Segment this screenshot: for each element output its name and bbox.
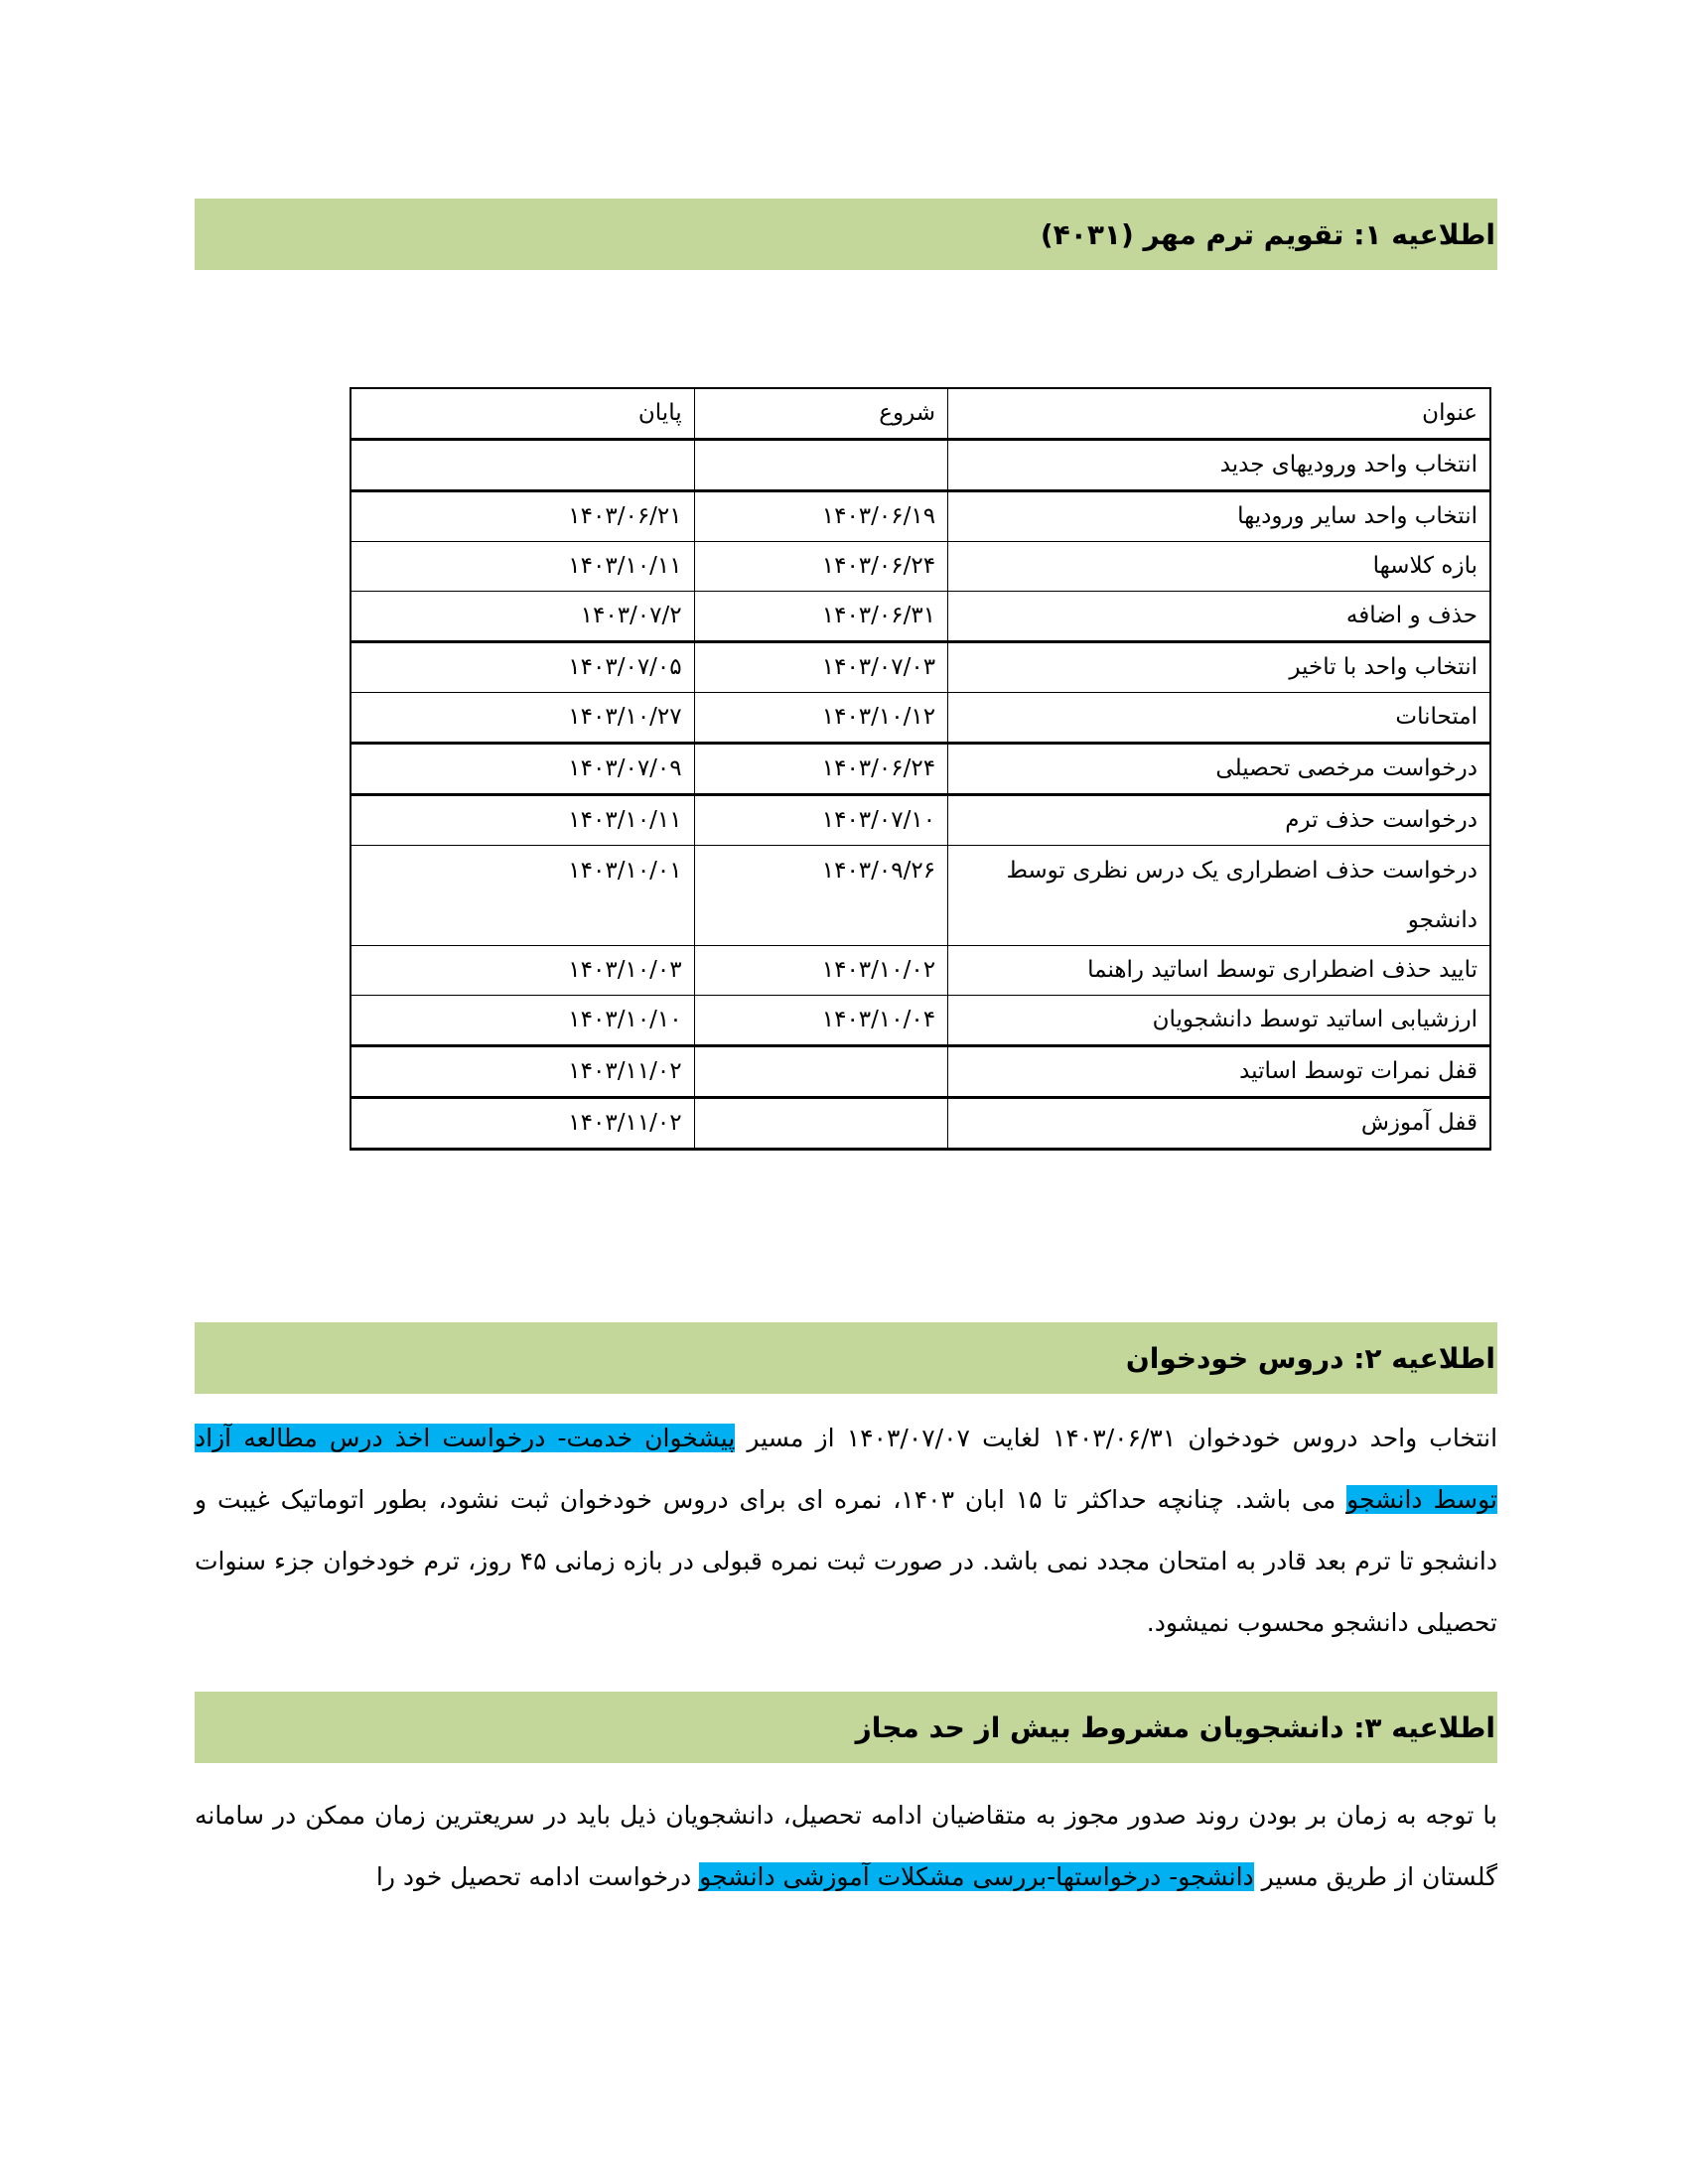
table-row xyxy=(351,542,1490,592)
table-row xyxy=(351,592,1490,642)
header-title: عنوان xyxy=(948,388,1490,440)
notice-2-path-highlight: پیشخوان خدمت- درخواست اخذ درس مطالعه آزاد توسط دانشجو xyxy=(195,1424,1498,1514)
row-title: ارزشیابی اساتید توسط دانشجویان xyxy=(948,996,1490,1046)
row-start xyxy=(694,1046,947,1098)
notice-3-path-highlight: دانشجو- درخواستها-بررسی مشکلات آموزشی دانشجو xyxy=(699,1862,1254,1891)
table-row xyxy=(351,795,1490,846)
table-row xyxy=(351,642,1490,693)
row-start: ۱۴۰۳/۰۶/۲۴ xyxy=(694,744,947,795)
row-end: ۱۴۰۳/۱۰/۲۷ xyxy=(351,693,694,744)
row-end: ۱۴۰۳/۱۰/۱۰ xyxy=(351,996,694,1046)
row-end: ۱۴۰۳/۱۰/۱۱ xyxy=(351,795,694,846)
table-header-row xyxy=(351,388,1490,440)
row-end: ۱۴۰۳/۰۷/۰۵ xyxy=(351,642,694,693)
row-title: امتحانات xyxy=(948,693,1490,744)
row-start: ۱۴۰۳/۰۷/۱۰ xyxy=(694,795,947,846)
notice-2-heading: اطلاعیه ۲: دروس خودخوان xyxy=(1125,1341,1495,1375)
table-row xyxy=(351,946,1490,996)
row-start: ۱۴۰۳/۰۹/۲۶ xyxy=(694,846,947,946)
row-title: درخواست حذف ترم xyxy=(948,795,1490,846)
semester-calendar-table xyxy=(350,387,1491,1151)
row-title: قفل آموزش xyxy=(948,1098,1490,1150)
row-start xyxy=(694,440,947,491)
header-end: پایان xyxy=(351,388,694,440)
notice-3-body xyxy=(195,1785,1497,1908)
notice-1-heading-bar xyxy=(195,199,1497,270)
row-end: ۱۴۰۳/۰۷/۰۹ xyxy=(351,744,694,795)
notice-3-text-before: با توجه به زمان بر بودن روند صدور مجوز به متقاضیان ادامه تحصیل، دانشجویان ذیل باید در سریعترین زمان ممکن در سامانه گلستان از طریق مسیر xyxy=(195,1801,1497,1891)
table-row xyxy=(351,440,1490,491)
row-end: ۱۴۰۳/۰۷/۲ xyxy=(351,592,694,642)
row-start: ۱۴۰۳/۱۰/۰۴ xyxy=(694,996,947,1046)
row-start: ۱۴۰۳/۰۶/۳۱ xyxy=(694,592,947,642)
row-title: حذف و اضافه xyxy=(948,592,1490,642)
notice-2-heading-bar xyxy=(195,1322,1497,1394)
notice-1-heading: اطلاعیه ۱: تقویم ترم مهر (۴۰۳۱) xyxy=(1040,217,1495,251)
notice-2-text-before: انتخاب واحد دروس خودخوان ۱۴۰۳/۰۶/۳۱ لغایت ۱۴۰۳/۰۷/۰۷ از مسیر xyxy=(735,1424,1498,1452)
table-row xyxy=(351,491,1490,542)
table-row xyxy=(351,996,1490,1046)
row-title: انتخاب واحد ورودیهای جدید xyxy=(948,440,1490,491)
notice-3-heading-bar xyxy=(195,1692,1497,1763)
notice-2-text-after: می باشد. چنانچه حداکثر تا ۱۵ ابان ۱۴۰۳، نمره ای برای دروس خودخوان ثبت نشود، بطور اتوماتیک غیبت و دانشجو تا ترم بعد قادر به امتحان مجدد نمی باشد. در صورت ثبت نمره قبولی در بازه زمانی ۴۵ روز، ترم خودخوان جزء سنوات تحصیلی دانشجو محسوب نمیشود. xyxy=(195,1485,1497,1637)
row-title: بازه کلاسها xyxy=(948,542,1490,592)
table-row xyxy=(351,846,1490,946)
row-title: انتخاب واحد با تاخیر xyxy=(948,642,1490,693)
table-row xyxy=(351,1098,1490,1150)
row-start: ۱۴۰۳/۱۰/۰۲ xyxy=(694,946,947,996)
notice-3-text-after: درخواست ادامه تحصیل خود را xyxy=(375,1862,700,1891)
row-title: قفل نمرات توسط اساتید xyxy=(948,1046,1490,1098)
row-end: ۱۴۰۳/۱۰/۱۱ xyxy=(351,542,694,592)
row-end xyxy=(351,440,694,491)
row-start: ۱۴۰۳/۰۶/۲۴ xyxy=(694,542,947,592)
row-start xyxy=(694,1098,947,1150)
row-start: ۱۴۰۳/۰۷/۰۳ xyxy=(694,642,947,693)
header-start: شروع xyxy=(694,388,947,440)
row-start: ۱۴۰۳/۱۰/۱۲ xyxy=(694,693,947,744)
document-page xyxy=(195,0,1497,2184)
row-title: درخواست حذف اضطراری یک درس نظری توسط دانشجو xyxy=(948,846,1490,946)
row-end: ۱۴۰۳/۱۱/۰۲ xyxy=(351,1046,694,1098)
table-row xyxy=(351,693,1490,744)
notice-2-body xyxy=(195,1408,1497,1654)
row-end: ۱۴۰۳/۱۰/۰۳ xyxy=(351,946,694,996)
table-row xyxy=(351,744,1490,795)
row-title: تایید حذف اضطراری توسط اساتید راهنما xyxy=(948,946,1490,996)
row-title: انتخاب واحد سایر ورودیها xyxy=(948,491,1490,542)
row-end: ۱۴۰۳/۱۰/۰۱ xyxy=(351,846,694,946)
row-start: ۱۴۰۳/۰۶/۱۹ xyxy=(694,491,947,542)
notice-3-heading: اطلاعیه ۳: دانشجویان مشروط بیش از حد مجاز xyxy=(855,1710,1495,1744)
row-end: ۱۴۰۳/۱۱/۰۲ xyxy=(351,1098,694,1150)
row-end: ۱۴۰۳/۰۶/۲۱ xyxy=(351,491,694,542)
row-title: درخواست مرخصی تحصیلی xyxy=(948,744,1490,795)
table-row xyxy=(351,1046,1490,1098)
